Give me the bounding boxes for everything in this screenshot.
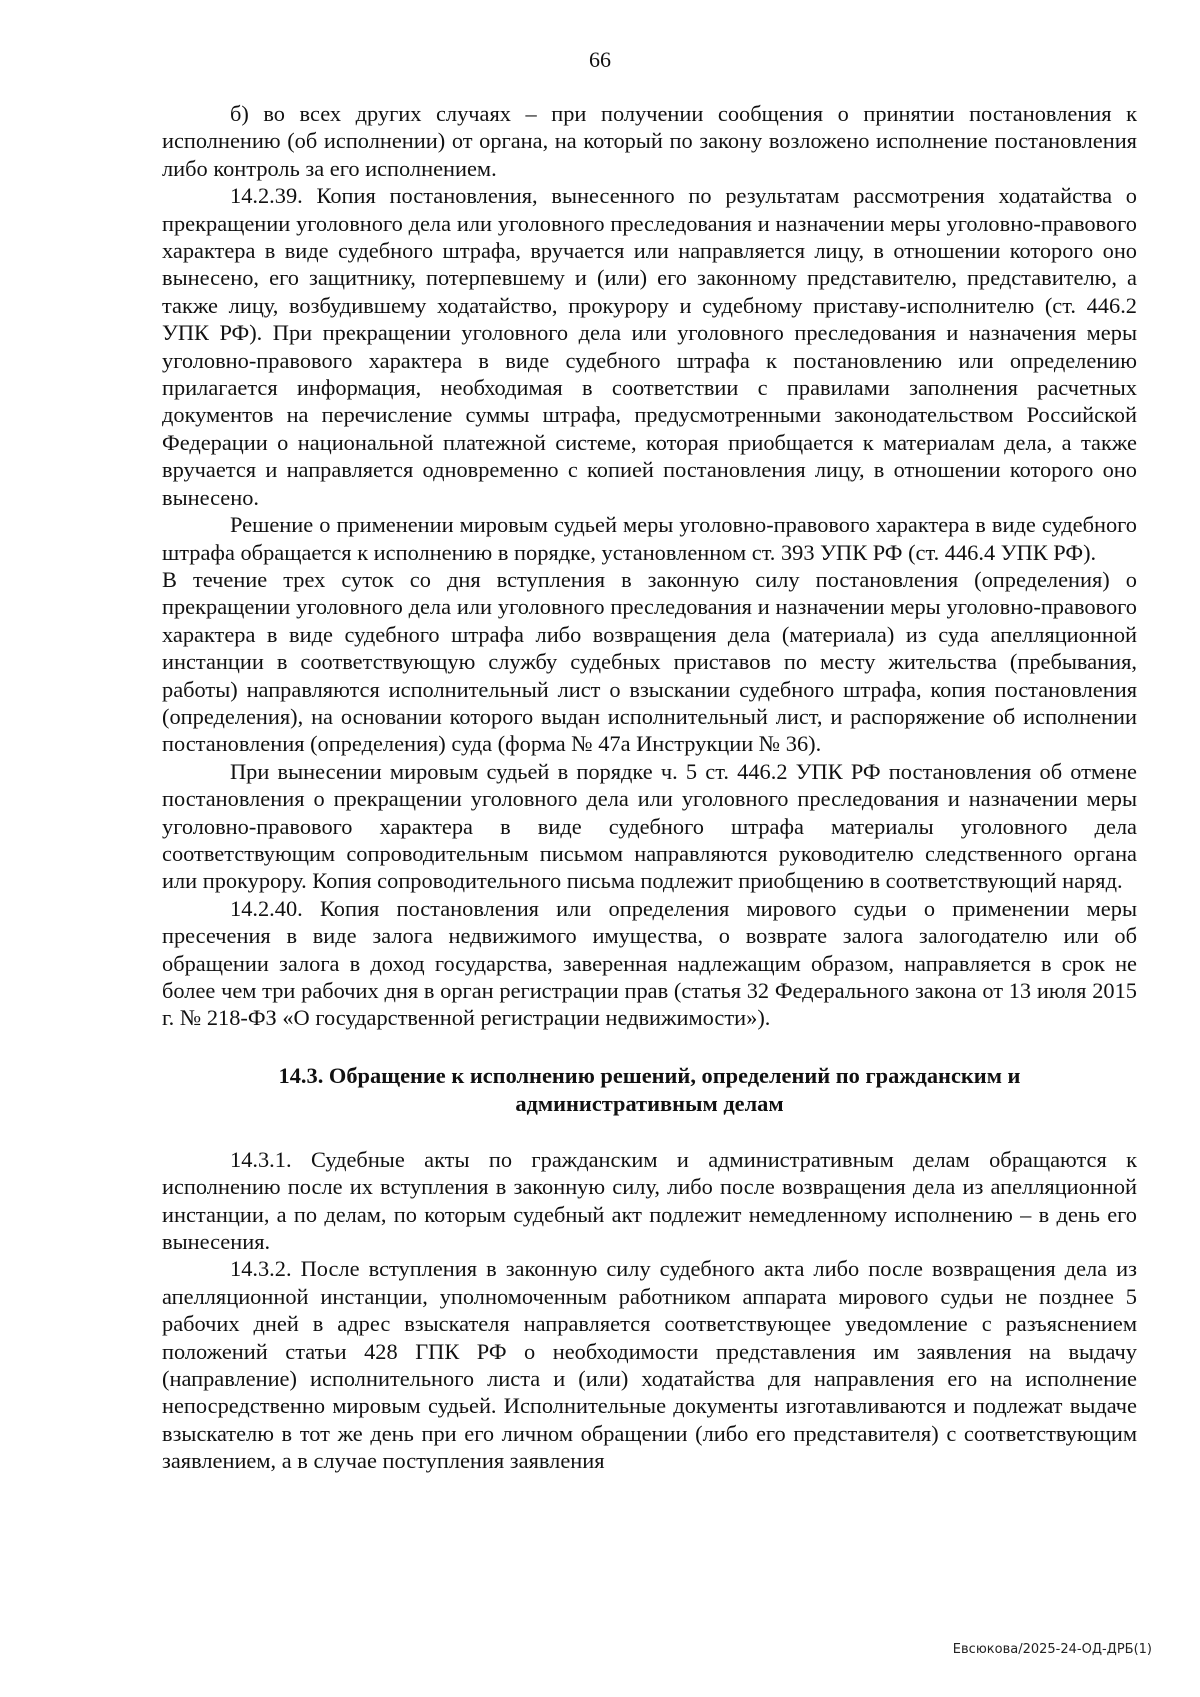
document-body: [162, 100, 1137, 1475]
section-heading: 14.3. Обращение к исполнению решений, определений по гражданским и административным делам: [278, 1062, 1021, 1116]
paragraph: 14.3.1. Судебные акты по гражданским и административным делам обращаются к исполнению после их вступления в законную силу, либо после возвращения дела из апелляционной инстанции, а по делам, по которым судебный акт подлежит немедленному исполнению – в день его вынесения.: [162, 1146, 1137, 1255]
paragraph: При вынесении мировым судьей в порядке ч. 5 ст. 446.2 УПК РФ постановления об отмене постановления о прекращении уголовного дела или уголовного преследования и назначении меры уголовно-правового характера в виде судебного штрафа материалы уголовного дела соответствующим сопроводительным письмом направляются руководителю следственного органа или прокурору. Копия сопроводительного письма подлежит приобщению в соответствующий наряд.: [162, 758, 1137, 894]
footer-stamp: Евсюкова/2025-24-ОД-ДРБ(1): [952, 1642, 1152, 1657]
paragraph: б) во всех других случаях – при получении сообщения о принятии постановления к исполнению (об исполнении) от органа, на который по закону возложено исполнение постановления либо контроль за его исполнением.: [162, 101, 1137, 181]
page-number: 66: [589, 47, 611, 72]
paragraph: 14.2.40. Копия постановления или определения мирового судьи о применении меры пресечения в виде залога недвижимого имущества, о возврате залога залогодателю или об обращении залога в доход государства, заверенная надлежащим образом, направляется в срок не более чем три рабочих дня в орган регистрации прав (статья 32 Федерального закона от 13 июля 2015 г. № 218-ФЗ «О государственной регистрации недвижимости»).: [162, 895, 1137, 1031]
paragraph: 14.3.2. После вступления в законную силу судебного акта либо после возвращения дела из апелляционной инстанции, уполномоченным работником аппарата мирового судьи не позднее 5 рабочих дней в адрес взыскателя направляется соответствующее уведомление с разъяснением положений статьи 428 ГПК РФ о необходимости представления им заявления на выдачу (направление) исполнительного листа и (или) ходатайства для направления его на исполнение непосредственно мировым судьей. Исполнительные документы изготавливаются и подлежат выдаче взыскателю в тот же день при его личном обращении (либо его представителя) с соответствующим заявлением, а в случае поступления заявления: [162, 1256, 1137, 1474]
paragraph: 14.2.39. Копия постановления, вынесенного по результатам рассмотрения ходатайства о прекращении уголовного дела или уголовного преследования и назначении меры уголовно-правового характера в виде судебного штрафа, вручается или направляется лицу, в отношении которого оно вынесено, его защитнику, потерпевшему и (или) его законному представителю, представителю, а также лицу, возбудившему ходатайство, прокурору и судебному приставу-исполнителю (ст. 446.2 УПК РФ). При прекращении уголовного дела или уголовного преследования и назначения меры уголовно-правового характера в виде судебного штрафа к постановлению или определению прилагается информация, необходимая в соответствии с правилами заполнения расчетных документов на перечисление суммы штрафа, предусмотренными законодательством Российской Федерации о национальной платежной системе, которая приобщается к материалам дела, а также вручается и направляется одновременно с копией постановления лицу, в отношении которого оно вынесено.: [162, 183, 1137, 510]
paragraph: В течение трех суток со дня вступления в законную силу постановления (определения) о прекращении уголовного дела или уголовного преследования и назначении меры уголовно-правового характера в виде судебного штрафа либо возвращения дела (материала) из суда апелляционной инстанции в соответствующую службу судебных приставов по месту жительства (пребывания, работы) направляются исполнительный лист о взыскании судебного штрафа, копия постановления (определения), на основании которого выдан исполнительный лист, и распоряжение об исполнении постановления (определения) суда (форма № 47а Инструкции № 36).: [162, 566, 1137, 757]
paragraph: Решение о применении мировым судьей меры уголовно-правового характера в виде судебного штрафа обращается к исполнению в порядке, установленном ст. 393 УПК РФ (ст. 446.4 УПК РФ).: [162, 512, 1137, 565]
